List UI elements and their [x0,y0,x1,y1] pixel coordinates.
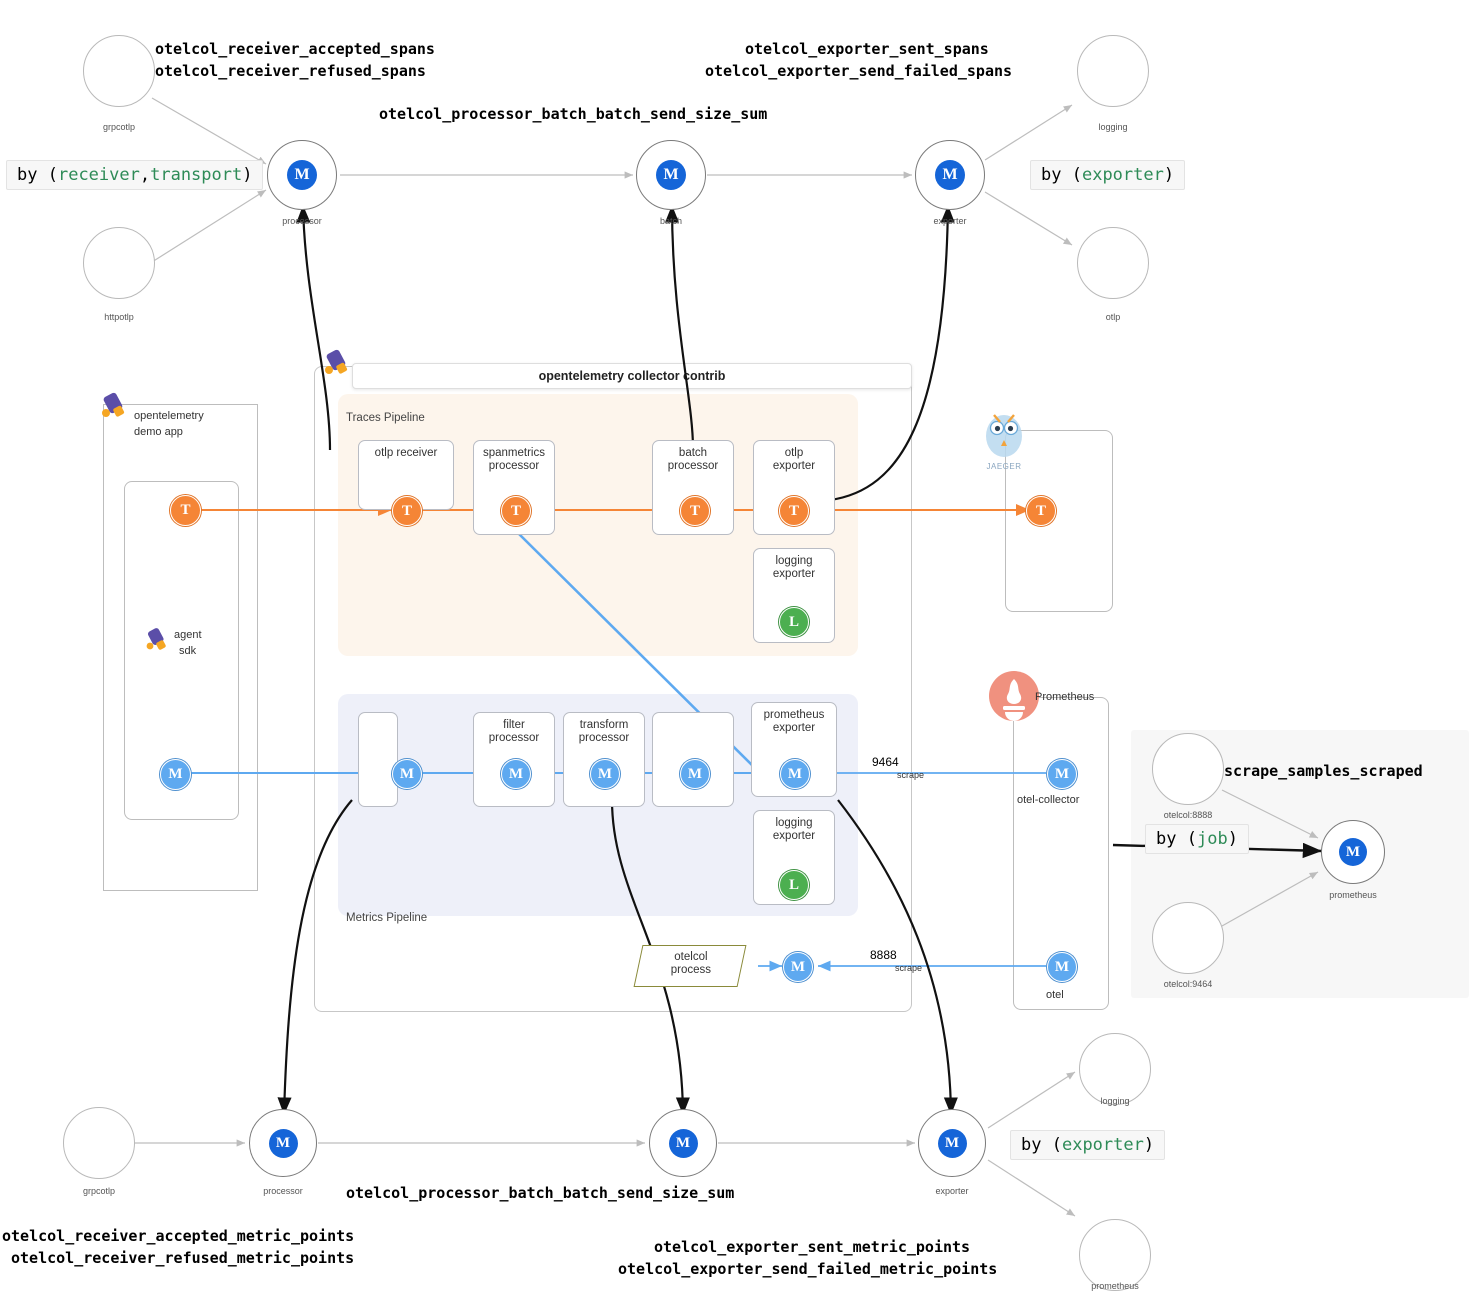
metrics-otlp-receiver-wrapper[interactable] [358,712,398,807]
prometheus-exporter-metric-badge: M [780,759,810,789]
node-otelcol-8888-caption: otelcol:8888 [1163,810,1213,820]
node-grpcotlp-top-caption: grpcotlp [102,122,136,132]
metrics-receiver-metric-badge: M [392,759,422,789]
jaeger-icon [978,406,1030,466]
agent-sdk-label-line2: sdk [179,645,197,657]
node-otlp-top[interactable] [1077,227,1149,299]
batch-processor-label [668,447,719,473]
by-exporter-bottom [1010,1130,1165,1160]
jaeger-label: JAEGER [986,462,1022,471]
by-comma-1: , [139,165,151,185]
otelcol-process-label [640,946,742,977]
by-keyword-1: by [17,165,48,185]
node-logging-bottom[interactable] [1079,1033,1151,1105]
process-line1: otelcol [674,951,708,963]
node-batch-top-caption: batch [659,216,683,226]
node-logging-bottom-caption: logging [1100,1096,1130,1106]
node-otelcol-9464-caption: otelcol:9464 [1163,979,1213,989]
by-job [1145,824,1249,854]
node-grpcotlp-bottom-caption: grpcotlp [82,1186,116,1196]
node-prometheus-scrape[interactable] [1321,820,1385,884]
otel-target-badge: M [1047,952,1077,982]
node-processor-bottom[interactable] [249,1109,317,1177]
collector-contrib-title: opentelemetry collector contrib [538,369,726,383]
paren-close-3: ) [1143,1135,1155,1155]
otlp-exporter-label [773,447,815,473]
node-exporter-bottom[interactable] [918,1109,986,1177]
batch-proc-line2: processor [667,460,719,473]
otel-collector-target-badge: M [1047,759,1077,789]
spanmetrics-trace-badge: T [501,496,531,526]
otel-target-label: otel [1046,989,1064,1001]
paren-close-1: ) [242,165,253,185]
scrape-action-9464: scrape [897,770,925,780]
demo-app-label-line2: demo app [134,426,183,438]
transform-line2: processor [578,732,630,745]
metric-badge: M [656,160,686,190]
logging-exporter-traces-log-badge: L [779,607,809,637]
by-field-transport: transport [150,165,243,185]
prom-exp-line2: exporter [772,722,816,735]
otelcol-process-node[interactable] [634,945,747,987]
by-keyword-job: by [1156,829,1187,849]
logging-exporter-metrics-label [773,817,815,843]
node-otlp-top-caption: otlp [1105,312,1121,322]
filter-processor-label [489,719,540,745]
node-exporter-top-caption: exporter [933,216,967,226]
spanmetrics-line2: processor [488,460,540,473]
batch-processor-trace-badge: T [680,496,710,526]
otlp-receiver-label: otlp receiver [374,447,438,459]
node-processor-top-caption: processor [282,216,322,226]
node-httpotlp-top-caption: httpotlp [104,312,134,322]
node-exporter-top[interactable] [915,140,985,210]
jaeger-trace-badge: T [1026,496,1056,526]
label-receiver-accepted-metric-points: otelcol_receiver_accepted_metric_points [2,1227,355,1245]
node-batch-bottom[interactable] [649,1109,717,1177]
agent-sdk-icon [142,624,172,654]
node-exporter-bottom-caption: exporter [935,1186,969,1196]
by-field-exporter-top: exporter [1081,165,1164,185]
paren-close-2: ) [1163,165,1175,185]
prometheus-label: Prometheus [1035,691,1095,703]
node-logging-top-caption: logging [1098,122,1128,132]
prometheus-exporter-label [764,709,825,735]
agent-sdk-label-line1: agent [174,629,202,641]
node-prometheus-bottom-caption: prometheus [1091,1281,1139,1291]
label-receiver-accepted-spans: otelcol_receiver_accepted_spans [155,40,435,58]
traces-pipeline-label: Traces Pipeline [346,412,425,424]
logging-exp-traces-line1: logging [775,555,813,567]
by-exporter-top [1030,160,1185,190]
node-prometheus-scrape-caption: prometheus [1329,890,1377,900]
label-exporter-send-failed-spans: otelcol_exporter_send_failed_spans [705,62,1013,80]
logging-exp-metrics-line1: logging [775,817,813,829]
label-scrape-samples-scraped: scrape_samples_scraped [1224,762,1423,780]
transform-processor-metric-badge: M [590,759,620,789]
paren-open-job: ( [1186,829,1197,849]
spanmetrics-line1: spanmetrics [483,447,545,459]
transform-line1: transform [579,719,629,731]
otlp-exporter-trace-badge: T [779,496,809,526]
demo-app-metric-badge: M [160,759,191,790]
paren-open-2: ( [1071,165,1082,185]
batch-proc-line1: batch [678,447,708,459]
node-otelcol-9464[interactable] [1152,902,1224,974]
label-receiver-refused-spans: otelcol_receiver_refused_spans [155,62,426,80]
by-keyword-2: by [1041,165,1072,185]
label-batch-send-size-sum-traces: otelcol_processor_batch_batch_send_size_sum [379,105,768,123]
node-processor-bottom-caption: processor [263,1186,303,1196]
transform-processor-label [579,719,630,745]
prom-exp-line1: prometheus [763,709,825,721]
metric-badge: M [669,1129,698,1158]
paren-close-job: ) [1227,829,1238,849]
filter-line2: processor [488,732,540,745]
otlp-receiver-trace-badge: T [392,496,422,526]
otel-logo-collector-icon [320,345,354,379]
label-exporter-send-failed-metric-points: otelcol_exporter_send_failed_metric_points [618,1260,998,1278]
metrics-pipeline-label: Metrics Pipeline [346,912,428,924]
by-field-receiver: receiver [57,165,140,185]
demo-app-trace-badge: T [170,495,201,526]
scrape-port-8888: 8888 [870,948,897,962]
metric-badge: M [938,1129,967,1158]
label-receiver-refused-metric-points: otelcol_receiver_refused_metric_points [11,1249,355,1267]
label-exporter-sent-spans: otelcol_exporter_sent_spans [745,40,989,58]
process-line2: process [670,964,712,977]
paren-open-1: ( [47,165,58,185]
metric-badge: M [269,1129,298,1158]
label-batch-send-size-sum-metrics: otelcol_processor_batch_batch_send_size_sum [346,1184,735,1202]
node-otelcol-8888[interactable] [1152,733,1224,805]
demo-app-label-line1: opentelemetry [134,410,204,422]
prometheus-icon [988,670,1040,722]
otlp-exp-line1: otlp [784,447,804,459]
otelcol-process-metric-badge: M [783,952,813,982]
scrape-action-8888: scrape [895,963,923,973]
metric-badge: M [287,160,317,190]
metrics-batch-metric-badge: M [680,759,710,789]
filter-processor-metric-badge: M [501,759,531,789]
filter-line1: filter [503,719,525,731]
label-exporter-sent-metric-points: otelcol_exporter_sent_metric_points [654,1238,971,1256]
by-keyword-3: by [1021,1135,1052,1155]
node-logging-top[interactable] [1077,35,1149,107]
logging-exporter-metrics-log-badge: L [779,870,809,900]
scrape-port-9464: 9464 [872,755,899,769]
node-processor-top[interactable] [267,140,337,210]
spanmetrics-processor-label [483,447,545,473]
otel-collector-target-label: otel-collector [1017,794,1080,806]
logging-exp-metrics-line2: exporter [772,830,816,843]
node-httpotlp-top[interactable] [83,227,155,299]
by-receiver-transport [6,160,263,190]
otel-logo-demo-app-icon [97,388,131,422]
logging-exporter-traces-label [773,555,815,581]
metric-badge: M [1339,838,1367,866]
by-field-exporter-bottom: exporter [1061,1135,1144,1155]
logging-exp-traces-line2: exporter [772,568,816,581]
paren-open-3: ( [1051,1135,1062,1155]
otlp-exp-line2: exporter [772,460,816,473]
by-field-job: job [1196,829,1228,849]
node-batch-top[interactable] [636,140,706,210]
node-grpcotlp-bottom[interactable] [63,1107,135,1179]
node-grpcotlp-top[interactable] [83,35,155,107]
metric-badge: M [935,160,965,190]
